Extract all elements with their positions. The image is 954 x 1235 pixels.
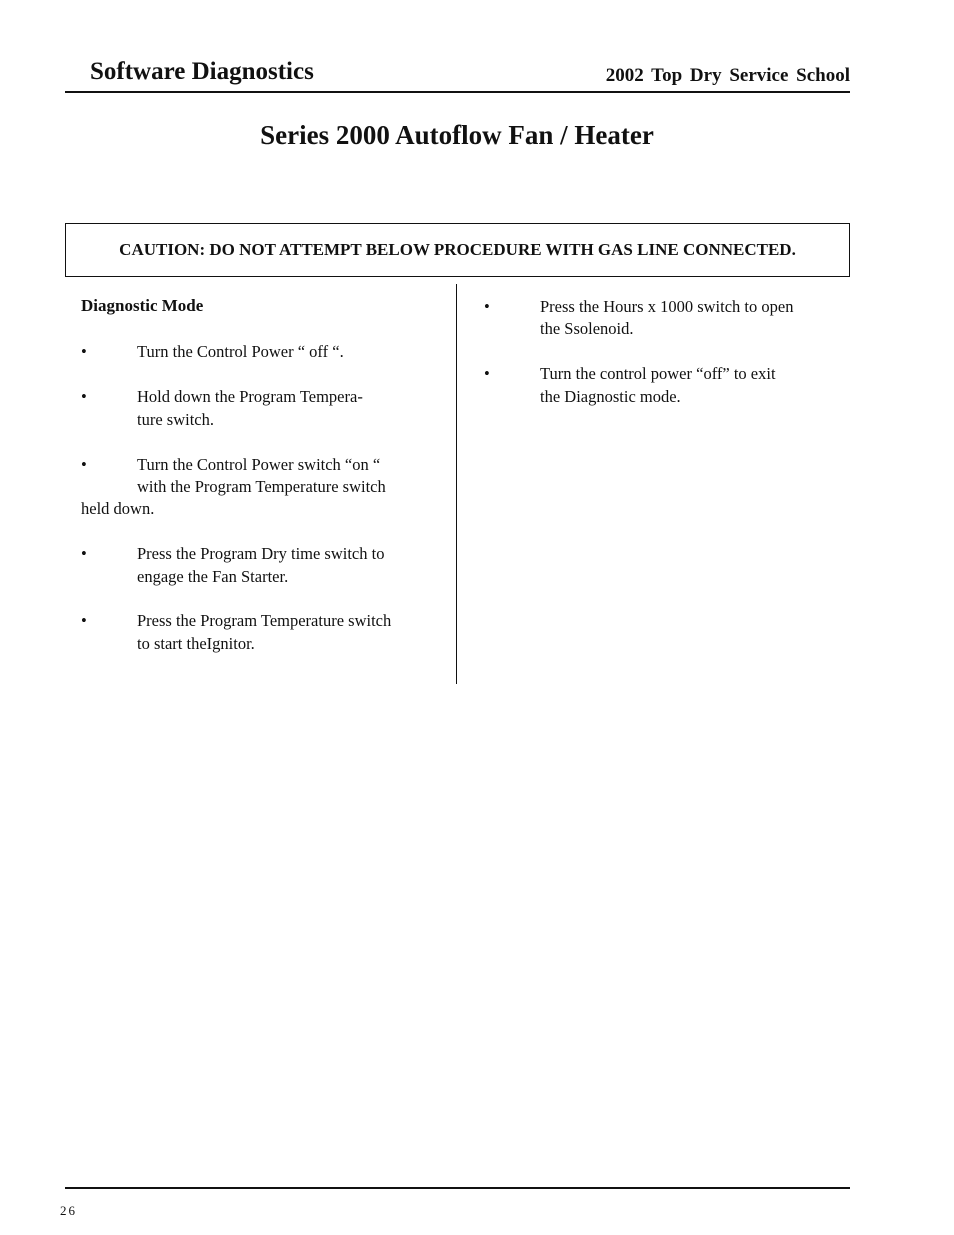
list-item-line: engage the Fan Starter.	[137, 567, 289, 586]
column-divider	[456, 284, 457, 684]
list-item-line: with the Program Temperature switch	[137, 477, 386, 496]
footer-rule	[65, 1187, 850, 1189]
bullet: •	[81, 387, 87, 406]
page-number: 26	[60, 1203, 77, 1218]
list-item-line: Press the Program Temperature switch	[137, 611, 392, 630]
list-item-line: Turn the Control Power switch “on “	[137, 455, 381, 474]
list-item-line: Press the Hours x 1000 switch to open	[540, 297, 794, 316]
list-item-line: Turn the Control Power “ off “.	[137, 342, 344, 361]
bullet: •	[81, 544, 87, 563]
caution-box	[65, 223, 850, 277]
list-item-line: the Diagnostic mode.	[540, 387, 681, 406]
list-item-line: Turn the control power “off” to exit	[540, 364, 776, 383]
header-rule	[65, 91, 850, 93]
list-item-line: the Ssolenoid.	[540, 319, 634, 338]
diagnostic-mode-heading: Diagnostic Mode	[81, 296, 204, 315]
list-item-line: Press the Program Dry time switch to	[137, 544, 385, 563]
list-item-line: Hold down the Program Tempera-	[137, 387, 363, 406]
caution-text: CAUTION: DO NOT ATTEMPT BELOW PROCEDURE WITH GAS LINE CONNECTED.	[119, 240, 796, 259]
list-item-line: held down.	[81, 499, 155, 518]
list-item-line: to start theIgnitor.	[137, 634, 255, 653]
list-item-line: ture switch.	[137, 410, 214, 429]
section-title: Software Diagnostics	[90, 58, 314, 85]
bullet: •	[81, 455, 87, 474]
bullet: •	[484, 297, 490, 316]
bullet: •	[484, 364, 490, 383]
page-title: Series 2000 Autoflow Fan / Heater	[260, 120, 654, 150]
bullet: •	[81, 611, 87, 630]
school-title: 2002 Top Dry Service School	[605, 65, 850, 86]
bullet: •	[81, 342, 87, 361]
